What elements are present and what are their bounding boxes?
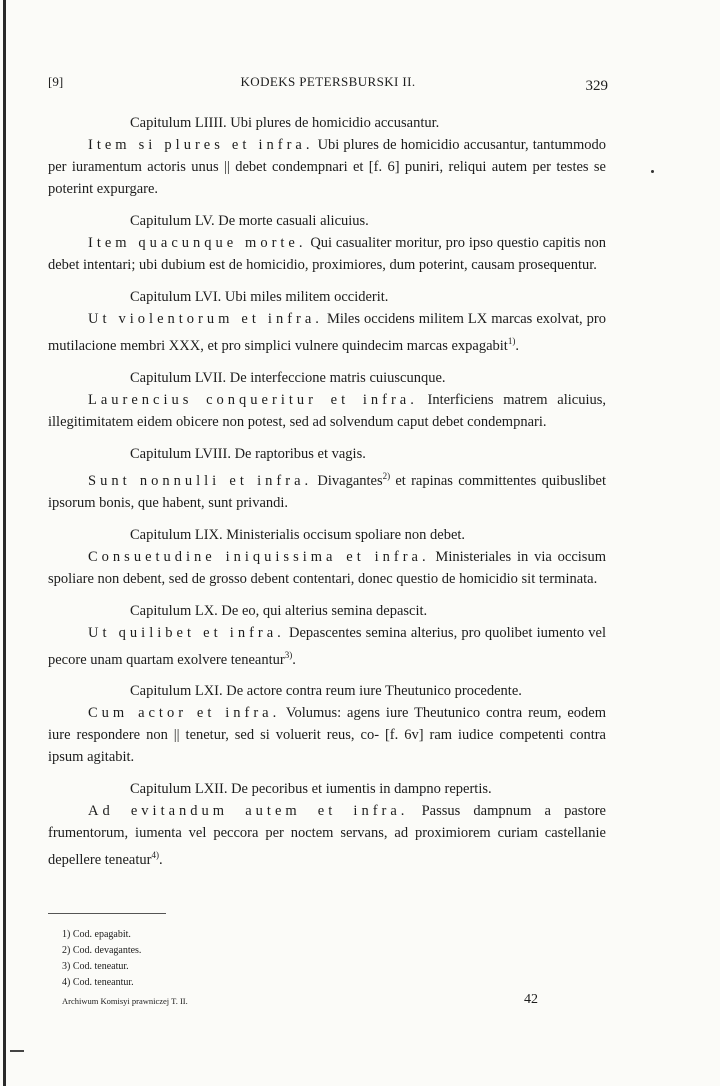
footnote-ref: 1) [507, 336, 516, 346]
footnotes [62, 927, 562, 991]
incipit: Ad evitandum autem et infra. [88, 803, 409, 820]
page-number: 329 [585, 78, 608, 94]
chapter-heading: Capitulum LVII. De interfeccione matris cuiuscunque. [130, 369, 446, 386]
chapter [48, 112, 606, 200]
chapter-text: Volumus: agens iure Theutunico contra reum, eodem iure respondere non || tenetur, sed si voluerit reus, co- [f. 6v] ram iudice competenti contra ipsum agitabit. [48, 705, 607, 766]
chapter-heading: Capitulum LV. De morte casuali alicuius. [130, 213, 369, 229]
incipit: Item si plures et infra. [88, 137, 314, 153]
incipit: Consuetudine iniquissima et infra. [88, 548, 430, 565]
incipit: Ut quilibet et infra. [88, 624, 285, 641]
chapter [48, 600, 606, 671]
chapter-heading: Capitulum LIIII. Ubi plures de homicidio accusantur. [130, 115, 440, 131]
page-footer [62, 992, 562, 1016]
footnote-ref: 2) [382, 470, 391, 481]
chapter-text: Miles occidens militem LX marcas exolvat, pro mutilacione membri XXX, et pro simplici vulnere quindecim marcas expagabit [48, 311, 606, 354]
chapter [48, 286, 606, 357]
chapter-paragraph [48, 800, 606, 871]
footnote: 2) Cod. devagantes. [62, 945, 142, 956]
chapter-text: Ubi plures de homicidio accusantur, tantummodo per iuramentum actoris unus || debet condempnari et [f. 6] puniri, reliqui autem per testes se poterint expurgare. [48, 137, 606, 197]
chapter-text-tail: et rapinas committentes quibuslibet ipsorum bonis, que habent, sunt privandi. [48, 472, 607, 511]
book-spine-edge [3, 0, 6, 1086]
chapter [48, 210, 606, 276]
chapter-heading: Capitulum LXII. De pecoribus et iumentis in dampno repertis. [130, 781, 492, 798]
chapter-paragraph [48, 232, 606, 276]
chapter [48, 524, 606, 590]
chapter [48, 367, 606, 433]
chapter-paragraph [48, 134, 606, 200]
chapter-text-tail: . [515, 337, 519, 354]
chapter-text: Depascentes semina alterius, pro quolibet iumento vel pecore unam quartam exolvere teneantur [48, 624, 606, 668]
chapter-paragraph [48, 546, 606, 590]
footnote-ref: 3) [284, 649, 293, 660]
footer-source: Archiwum Komisyi prawniczej T. II. [62, 996, 188, 1006]
chapter-heading: Capitulum LIX. Ministerialis occisum spoliare non debet. [130, 526, 466, 543]
footnote-ref: 4) [151, 850, 159, 861]
chapter-text: Divagantes [312, 472, 383, 489]
chapter-text: Interficiens matrem alicuius, illegitimitatem eidem obicere non potest, sed ad solvendum caput debet condempnari. [48, 391, 606, 430]
chapter-heading: Capitulum LVI. Ubi miles militem occiderit. [130, 289, 389, 305]
chapter-text: Passus dampnum a pastore frumentorum, iumenta vel peccora per noctem servans, ad proximiorem curiam castellanie depellere teneatur [48, 803, 606, 869]
incipit: Ut violentorum et infra. [88, 311, 323, 327]
incipit: Sunt nonnulli et infra. [88, 472, 313, 489]
header-section-number: [9] [48, 74, 64, 89]
chapter-text-tail: . [292, 651, 296, 668]
footnote: 4) Cod. teneantur. [62, 977, 134, 988]
chapter-text: Qui casualiter moritur, pro ipso questio capitis non debet intentari; ubi dubium est de homicidio, proximiores, dum poterint, causam prosequentur. [48, 235, 606, 273]
header-title: KODEKS PETERSBURSKI II. [240, 74, 416, 89]
chapter-paragraph [48, 465, 606, 514]
main-text [48, 112, 606, 881]
incipit: Laurencius conqueritur et infra. [88, 391, 418, 408]
chapter-heading: Capitulum LX. De eo, qui alterius semina depascit. [130, 602, 428, 619]
incipit: Item quacunque morte. [88, 235, 307, 251]
chapter-text-tail: . [158, 852, 163, 869]
chapter [48, 778, 606, 871]
footnote-divider [48, 913, 166, 914]
printer-signature: 42 [524, 992, 538, 1007]
incipit: Cum actor et infra. [88, 705, 281, 722]
chapter-heading: Capitulum LVIII. De raptoribus et vagis. [130, 445, 366, 462]
margin-speck [651, 170, 654, 173]
footnote: 1) Cod. epagabit. [62, 929, 131, 940]
footnote: 3) Cod. teneatur. [62, 961, 129, 972]
spine-mark [10, 1050, 24, 1052]
chapter-paragraph [48, 308, 606, 357]
chapter-text: Ministeriales in via occisum spoliare non debent, sed de grosso debent contentari, donec questio de homicidio sit terminata. [48, 548, 606, 587]
chapter-heading: Capitulum LXI. De actore contra reum iure Theutunico procedente. [130, 683, 522, 700]
running-header [48, 74, 608, 98]
chapter-paragraph [48, 702, 606, 768]
chapter [48, 443, 606, 514]
chapter [48, 680, 606, 768]
chapter-paragraph [48, 389, 606, 433]
chapter-paragraph [48, 622, 606, 671]
